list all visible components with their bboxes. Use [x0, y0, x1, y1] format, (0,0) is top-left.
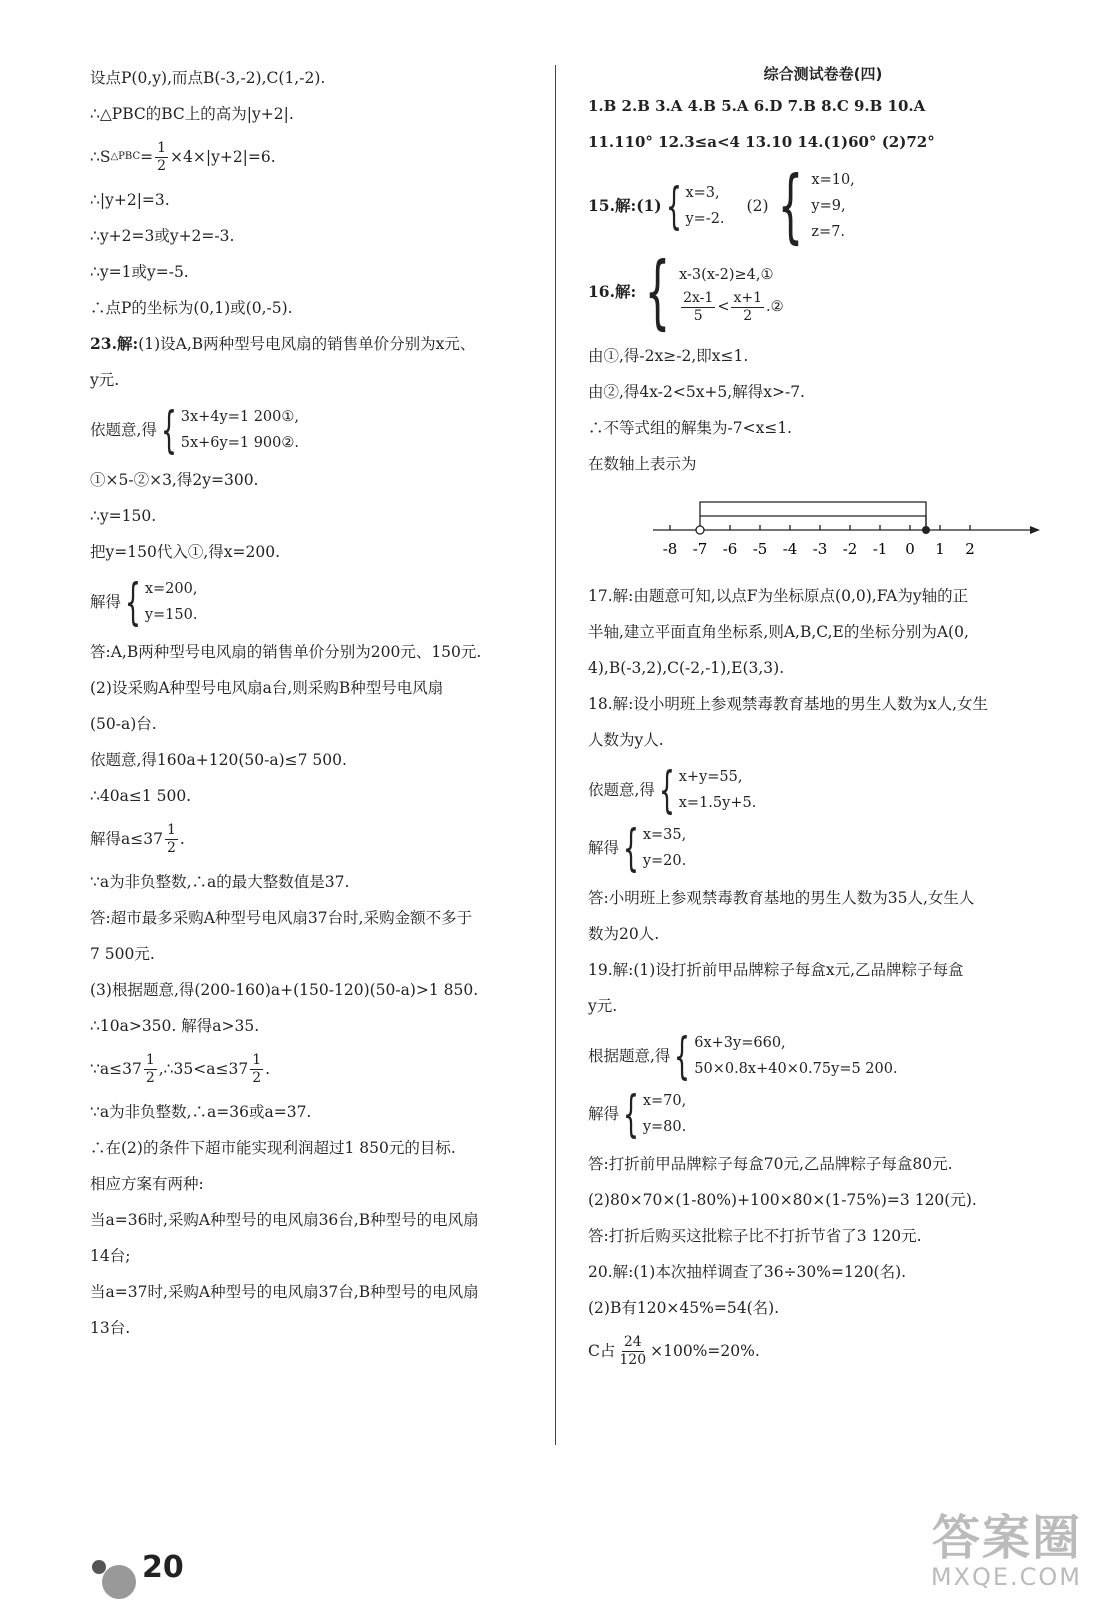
system-row: y=-2. — [685, 211, 725, 227]
brace-icon: { — [777, 159, 803, 252]
page-number-text: 20 — [142, 1549, 184, 1585]
equation-system — [588, 1027, 1058, 1085]
text-line: y元. — [90, 371, 120, 389]
text-line: (3)根据题意,得(200-160)a+(150-120)(50-a)>1 850. — [90, 981, 479, 999]
fraction-numerator: 1 — [252, 1051, 262, 1068]
question-17-line: 17.解:由题意可知,以点F为坐标原点(0,0),FA为y轴的正 — [588, 587, 969, 605]
text-line: 答:A,B两种型号电风扇的销售单价分别为200元、150元. — [90, 643, 482, 661]
text-fragment: ×4×|y+2|=6. — [170, 148, 276, 166]
closed-endpoint — [922, 526, 930, 534]
fill-answers: 11.110° 12.3≤a<4 13.10 14.(1)60° (2)72° — [588, 133, 935, 151]
question-16 — [588, 245, 1058, 338]
text-line: 13台. — [90, 1319, 131, 1337]
system-label: 解得 — [588, 839, 620, 857]
brace-icon: { — [644, 245, 671, 338]
watermark-url: MXQE.COM — [930, 1563, 1082, 1591]
brace-icon: { — [160, 401, 177, 459]
system-row: y=80. — [642, 1119, 687, 1135]
fraction — [250, 1052, 263, 1087]
text-line: 人数为y人. — [588, 731, 664, 749]
text-line: ∴不等式组的解集为-7<x≤1. — [588, 419, 793, 437]
text-line: 由②,得4x-2<5x+5,解得x>-7. — [588, 383, 805, 401]
brace-icon: { — [124, 573, 141, 631]
tick-label: -5 — [752, 540, 768, 558]
equation-system — [588, 1085, 1058, 1143]
number-line-graphic — [648, 482, 1048, 578]
text-fragment: = — [140, 148, 154, 166]
system-row: x+y=55, — [678, 769, 743, 785]
text-line: 4),B(-3,2),C(-2,-1),E(3,3). — [588, 659, 785, 677]
tick-label: -2 — [842, 540, 858, 558]
tick-label: -1 — [872, 540, 888, 558]
fraction-denominator: 2 — [166, 839, 176, 856]
fraction-numerator: 24 — [623, 1333, 642, 1350]
text-line: 当a=36时,采购A种型号的电风扇36台,B种型号的电风扇 — [90, 1211, 479, 1229]
question-19-line: 19.解:(1)设打折前甲品牌粽子每盒x元,乙品牌粽子每盒 — [588, 961, 964, 979]
text-fragment: < — [717, 299, 730, 315]
tick-label: -6 — [722, 540, 738, 558]
system-row: x=3, — [685, 185, 720, 201]
text-line: 答:打折前甲品牌粽子每盒70元,乙品牌粽子每盒80元. — [588, 1155, 953, 1173]
brace-icon: { — [665, 177, 682, 235]
equation-system — [90, 401, 545, 459]
text-line: 数为20人. — [588, 925, 660, 943]
system-row: 5x+6y=1 900②. — [180, 435, 299, 451]
question-18-line: 18.解:设小明班上参观禁毒教育基地的男生人数为x人,女生 — [588, 695, 989, 713]
text-line: ∴y+2=3或y+2=-3. — [90, 227, 235, 245]
brace-icon: { — [674, 1027, 691, 1085]
question-20-line: 20.解:(1)本次抽样调查了36÷30%=120(名). — [588, 1263, 907, 1281]
fraction-numerator: 1 — [166, 821, 176, 838]
text-line: ∴40a≤1 500. — [90, 787, 192, 805]
text-line: 半轴,建立平面直角坐标系,则A,B,C,E的坐标分别为A(0, — [588, 623, 969, 641]
equation-system — [90, 573, 545, 631]
system-label: 解得 — [90, 593, 122, 611]
left-column — [90, 60, 545, 1346]
text-fragment: ,∴35<a≤37 — [158, 1060, 249, 1078]
tick-label: -3 — [812, 540, 828, 558]
system-row: x=70, — [642, 1093, 687, 1109]
tick-label: 1 — [935, 540, 945, 558]
system-label: 依题意,得 — [90, 421, 157, 439]
text-line: (2)设采购A种型号电风扇a台,则采购B种型号电风扇 — [90, 679, 444, 697]
brace-icon: { — [622, 1085, 639, 1143]
subscript: △PBC — [110, 151, 141, 162]
system-row: x-3(x-2)≥4,① — [679, 266, 774, 283]
tick-label: 2 — [965, 540, 975, 558]
tick-label: 0 — [905, 540, 915, 558]
text-line: 依题意,得160a+120(50-a)≤7 500. — [90, 751, 347, 769]
fraction-denominator: 2 — [157, 157, 167, 174]
fraction — [731, 290, 764, 325]
fraction-denominator: 2 — [145, 1069, 155, 1086]
fraction-denominator: 2 — [252, 1069, 262, 1086]
text-line: 在数轴上表示为 — [588, 455, 697, 473]
text-line: ∴y=1或y=-5. — [90, 263, 189, 281]
text-fragment: ∵a≤37 — [90, 1060, 142, 1078]
fraction-line — [588, 1326, 1058, 1376]
text-line: (2)80×70×(1-80%)+100×80×(1-75%)=3 120(元). — [588, 1191, 977, 1209]
text-fragment: (1)设A,B两种型号电风扇的销售单价分别为x元、 — [138, 335, 476, 353]
system-label: 根据题意,得 — [588, 1047, 671, 1065]
text-line: 把y=150代入①,得x=200. — [90, 543, 280, 561]
tick-label: -8 — [662, 540, 678, 558]
fraction-numerator: 1 — [145, 1051, 155, 1068]
question-label: 15.解:(1) — [588, 196, 662, 215]
fraction-line — [90, 814, 545, 864]
question-15 — [588, 159, 1058, 252]
text-fragment: . — [179, 830, 185, 848]
fraction-numerator: 2x-1 — [683, 289, 714, 306]
right-column — [588, 60, 1058, 1376]
text-line: 答:打折后购买这批粽子比不打折节省了3 120元. — [588, 1227, 922, 1245]
text-line: 答:超市最多采购A种型号电风扇37台时,采购金额不多于 — [90, 909, 473, 927]
text-line: (50-a)台. — [90, 715, 157, 733]
fraction — [155, 140, 168, 175]
area-equation — [90, 132, 545, 182]
arrow-icon — [1030, 526, 1040, 534]
text-line: 14台; — [90, 1247, 131, 1265]
text-line: ∴点P的坐标为(0,1)或(0,-5). — [90, 299, 293, 317]
open-endpoint — [696, 526, 704, 534]
system-row — [679, 290, 784, 325]
text-fragment: . — [265, 1060, 271, 1078]
text-line: ①×5-②×3,得2y=300. — [90, 471, 259, 489]
text-line: 由①,得-2x≥-2,即x≤1. — [588, 347, 749, 365]
fraction-denominator: 5 — [693, 307, 703, 324]
text-line: ∴|y+2|=3. — [90, 191, 170, 209]
text-fragment: 解得a≤37 — [90, 830, 163, 848]
question-23-line — [90, 326, 545, 362]
fraction-denominator: 120 — [619, 1351, 647, 1368]
fraction — [681, 290, 715, 325]
number-line — [588, 482, 1058, 578]
watermark-logo-text: 答案圈 — [931, 1510, 1082, 1566]
text-fragment: C占 — [588, 1342, 616, 1360]
text-fragment: ×100%=20%. — [650, 1342, 760, 1360]
text-line: ∵a为非负整数,∴a的最大整数值是37. — [90, 873, 350, 891]
text-fragment: ∴S — [90, 148, 111, 166]
watermark — [931, 1512, 1082, 1590]
text-line: ∴10a>350. 解得a>35. — [90, 1017, 260, 1035]
fraction — [617, 1334, 648, 1369]
text-line: ∴y=150. — [90, 507, 157, 525]
text-line: ∴在(2)的条件下超市能实现利润超过1 850元的目标. — [90, 1139, 456, 1157]
choice-answers: 1.B 2.B 3.A 4.B 5.A 6.D 7.B 8.C 9.B 10.A — [588, 97, 926, 115]
system-row: 3x+4y=1 200①, — [180, 409, 299, 425]
system-label: 解得 — [588, 1105, 620, 1123]
equation-system — [588, 761, 1058, 819]
system-row: y=9, — [811, 198, 846, 214]
brace-icon: { — [658, 761, 675, 819]
fraction-denominator: 2 — [743, 307, 753, 324]
column-divider — [555, 65, 556, 1445]
system-row: y=20. — [642, 853, 687, 869]
decoration-circle-icon — [102, 1565, 136, 1599]
text-fragment: (2) — [746, 197, 769, 215]
text-line: 设点P(0,y),而点B(-3,-2),C(1,-2). — [90, 69, 326, 87]
system-row: z=7. — [811, 224, 846, 240]
page-number — [92, 1535, 184, 1599]
text-line: 当a=37时,采购A种型号的电风扇37台,B种型号的电风扇 — [90, 1283, 479, 1301]
fraction-line — [90, 1044, 545, 1094]
text-line: 相应方案有两种: — [90, 1175, 204, 1193]
equation-system — [588, 819, 1058, 877]
text-line: (2)B有120×45%=54(名). — [588, 1299, 780, 1317]
question-label: 16.解: — [588, 282, 637, 301]
text-line: 7 500元. — [90, 945, 155, 963]
tick-label: -7 — [692, 540, 708, 558]
system-label: 依题意,得 — [588, 781, 655, 799]
question-number: 23.解: — [90, 334, 139, 353]
system-row: 6x+3y=660, — [694, 1035, 786, 1051]
system-row: x=1.5y+5. — [678, 795, 757, 811]
fraction — [165, 822, 178, 857]
text-line: 答:小明班上参观禁毒教育基地的男生人数为35人,女生人 — [588, 889, 975, 907]
system-row: 50×0.8x+40×0.75y=5 200. — [694, 1061, 898, 1077]
text-line: ∵a为非负整数,∴a=36或a=37. — [90, 1103, 312, 1121]
text-line: y元. — [588, 997, 618, 1015]
section-title: 综合测试卷卷(四) — [763, 65, 883, 83]
tick-label: -4 — [782, 540, 798, 558]
fraction — [144, 1052, 157, 1087]
system-row: x=35, — [642, 827, 687, 843]
text-line: ∴△PBC的BC上的高为|y+2|. — [90, 105, 294, 123]
system-row: x=10, — [811, 172, 855, 188]
system-row: x=200, — [144, 581, 198, 597]
fraction-numerator: 1 — [157, 139, 167, 156]
text-fragment: .② — [766, 299, 784, 315]
fraction-numerator: x+1 — [733, 289, 763, 306]
system-row: y=150. — [144, 607, 198, 623]
lower-bound-bracket — [700, 516, 926, 526]
brace-icon: { — [622, 819, 639, 877]
